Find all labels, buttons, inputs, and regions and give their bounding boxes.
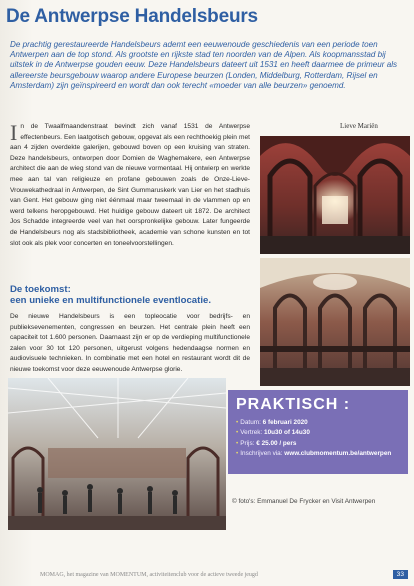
info-registration[interactable]: • Inschrijven via: www.clubmomentum.be/antwerpen [236,450,392,458]
photo-upper-gallery [260,258,410,386]
bullet-icon: • [236,439,239,447]
practical-info-list [236,418,400,460]
photo-credit: © foto's: Emmanuel De Frycker en Visit Antwerpen [232,498,376,505]
page-footer: MOMAG, het magazine van MOMENTUM, activiteitenclub voor de actieve tweede jeugd [40,572,258,578]
author-name: Lieve Mariën [340,122,378,130]
page-number: 33 [393,570,408,579]
bullet-icon: • [236,450,239,458]
info-date: • Datum: 6 februari 2020 [236,419,308,426]
subheading-line2: een unieke en multifunctionele eventlocatie. [10,295,211,306]
section-subheading [10,284,250,306]
history-text: n de Twaalfmaandenstraat bevindt zich vanaf 1531 de Antwerpse effectenbeurs. Een laatgotisch gebouw, opgevat als een rechthoekig plein met aan 4 zijden overdekte galerijen, gebouwd boven op een kruising van straten. Deze handelsbeurs, ontworpen door Domien de Waghemakere, een Antwerpse architect die aan de wieg stond van de nieuwe vormentaal. Hij ontwierp en werkte mee aan tal van religieuze en profane gebouwen zoals de Onze-Lieve-Vrouwekathedraal in Antwerpen, de Sint Gummaruskerk van Lier en het stadhuis van Gent. Het gebouw ging niet éénmaal maar tweemaal in de vlammen op en werd telkens heropgebouwd. Het huidige gebouw dateert uit 1872. De architect Jos Schadde integreerde veel van het oorspronkelijke gebouw. Later fungeerde de Handelsbeurs nog als stadsbibliotheek, academie van schone kunsten en tot slot ook als plek voor concerten en toneelvoorstellingen. [10,123,250,247]
registration-link[interactable]: www.clubmomentum.be/antwerpen [284,450,392,458]
info-price: • Prijs: € 25.00 / pers [236,439,297,447]
info-departure: • Vertrek: 10u30 of 14u30 [236,429,310,437]
body-paragraph-history [10,122,250,272]
photo-central-hall-event [8,378,226,530]
bullet-icon: • [236,419,239,426]
page-title: De Antwerpse Handelsbeurs [6,6,258,27]
photo-gallery-arches [260,136,410,254]
subheading-line1: De toekomst: [10,284,71,295]
dropcap-letter: I [10,120,18,145]
bullet-icon: • [236,429,239,437]
practical-info-heading: PRAKTISCH : [236,396,351,413]
practical-info-box [228,390,408,474]
intro-paragraph: De prachtig gerestaureerde Handelsbeurs ademt een eeuwenoude geschiedenis van een periode toen Antwerpen aan de top stond. Als grootste en rijkste stad ten noorden van de Alpen. Als koopmansstad bij uitstek in de Antwerpse gouden eeuw. Deze Handelsbeurs dateert uit 1531 en heeft daarmee de primeur als allereerste beursgebouw waarop andere Europese beurzen (Londen, Middelburg, Rotterdam, Rijsel en Amsterdam) zijn geïnspireerd en wordt dan ook terecht «moeder van alle beurzen» genoemd. [10,40,398,90]
body-paragraph-future: De nieuwe Handelsbeurs is een topleocatie voor bedrijfs- en publieksevenementen, congressen en beurzen. Het centrale plein heeft een capaciteit tot 1.600 personen. Daarnaast zijn er op de verdieping multifunctionele zalen voor 30 tot 120 personen, uitgerust volgens hedendaagse normen en audiovisuele technieken. In combinatie met een hotel en restaurant wordt dit de nieuwe toekomst voor deze eeuwenoude Antwerpse glorie. [10,313,250,373]
